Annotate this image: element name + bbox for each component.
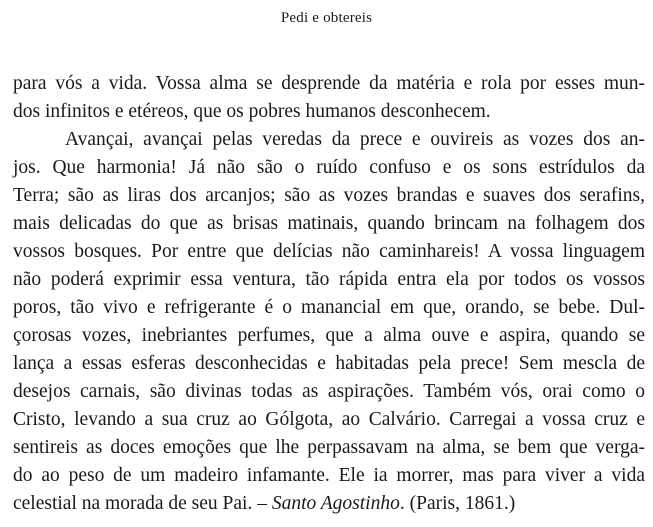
text-line: não poderá exprimir essa ventura, tão rápida entra ela por todos os vossos [13,269,645,290]
text-line: Terra; são as liras dos arcanjos; são as vozes brandas e suaves dos serafins, [13,185,645,206]
text-line: poros, tão vivo e refrigerante é o manancial em que, orando, se bebe. Dul- [13,297,645,318]
text-line: jos. Que harmonia! Já não são o ruído confuso e os sons estrídulos da [13,157,645,178]
text-line: vossos bosques. Por entre que delícias não caminhareis! A vossa linguagem [13,241,645,262]
running-head: Pedi e obtereis [280,10,373,26]
text-line: Cristo, levando a sua cruz ao Gólgota, ao Calvário. Carregai a vossa cruz e [13,409,645,430]
closing-line [13,490,645,518]
text-line: para vós a vida. Vossa alma se desprende da matéria e rola por esses mun- [13,73,645,94]
place-date: . (Paris, 1861.) [399,493,516,514]
paragraph-first-line: Avançai, avançai pelas veredas da prece e ouvireis as vozes dos an- [65,129,645,150]
text-line: sentireis as doces emoções que lhe perpassavam na alma, se bem que verga- [13,437,645,458]
body-text [13,70,645,518]
text-line: desejos carnais, são divinas todas as aspirações. Também vós, orai como o [13,381,645,402]
text-line: do ao peso de um madeiro infamante. Ele ia morrer, mas para viver a vida [13,465,645,486]
closing-text: celestial na morada de seu Pai. – [13,493,272,514]
text-line: çorosas vozes, inebriantes perfumes, que a alma ouve e aspira, quando se [13,325,645,346]
text-line: mais delicadas do que as brisas matinais, quando brincam na folhagem dos [13,213,645,234]
text-line: lança a essas esferas desconhecidas e habitadas pela prece! Sem mescla de [13,353,645,374]
text-line: dos infinitos e etéreos, que os pobres humanos desconhecem. [13,101,491,122]
author-signature: Santo Agostinho [271,493,400,514]
